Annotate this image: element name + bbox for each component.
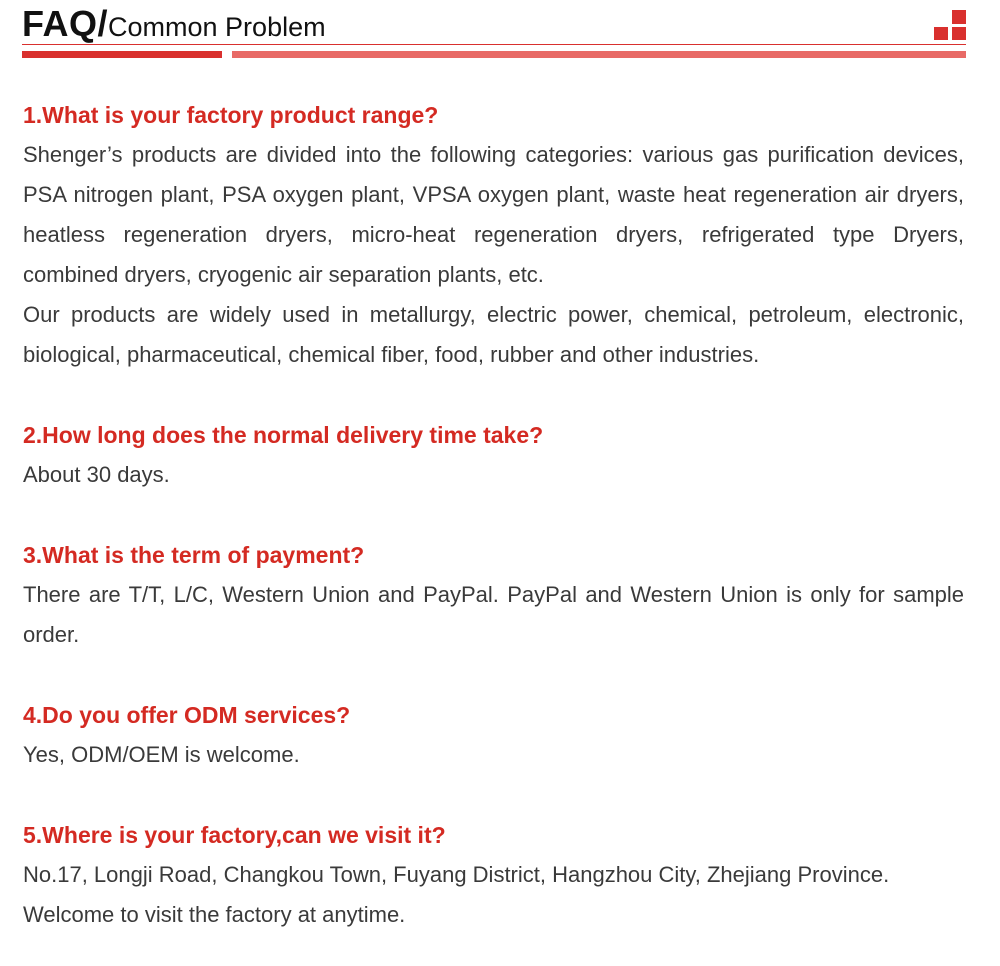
faq-question: 5.Where is your factory,can we visit it?	[23, 822, 446, 848]
faq-answer: Welcome to visit the factory at anytime.	[23, 902, 406, 927]
faq-item	[23, 415, 964, 495]
faq-answer: Yes, ODM/OEM is welcome.	[23, 742, 300, 767]
faq-answer: Our products are widely used in metallurgy, electric power, chemical, petroleum, electronic, biological, pharmaceutical, chemical fiber, food, rubber and other industries.	[23, 302, 964, 367]
faq-answer: Shenger’s products are divided into the following categories: various gas purification devices, PSA nitrogen plant, PSA oxygen plant, VPSA oxygen plant, waste heat regeneration air dryers, heatless regeneration dryers, micro-heat regeneration dryers, refrigerated type Dryers, combined dryers, cryogenic air separation plants, etc.	[23, 142, 964, 287]
faq-item	[23, 95, 964, 375]
faq-item	[23, 695, 964, 775]
square-shape	[952, 27, 966, 40]
faq-question: 1.What is your factory product range?	[23, 102, 439, 128]
faq-answer: About 30 days.	[23, 462, 170, 487]
page-subtitle: Common Problem	[108, 12, 326, 42]
square-shape	[934, 27, 948, 40]
faq-answer: No.17, Longji Road, Changkou Town, Fuyang District, Hangzhou City, Zhejiang Province.	[23, 862, 890, 887]
header-divider-line	[22, 44, 966, 45]
header-bar-light	[232, 51, 966, 58]
faq-item	[23, 815, 964, 935]
decorative-squares-icon	[932, 10, 966, 40]
faq-question: 2.How long does the normal delivery time take?	[23, 422, 544, 448]
faq-list	[23, 95, 964, 966]
faq-question: 3.What is the term of payment?	[23, 542, 365, 568]
header-bar-dark	[22, 51, 222, 58]
faq-label: FAQ/	[22, 3, 109, 44]
faq-question: 4.Do you offer ODM services?	[23, 702, 351, 728]
faq-item	[23, 535, 964, 655]
square-shape	[952, 10, 966, 24]
faq-answer: There are T/T, L/C, Western Union and PayPal. PayPal and Western Union is only for sample order.	[23, 582, 964, 647]
faq-header	[22, 0, 966, 60]
